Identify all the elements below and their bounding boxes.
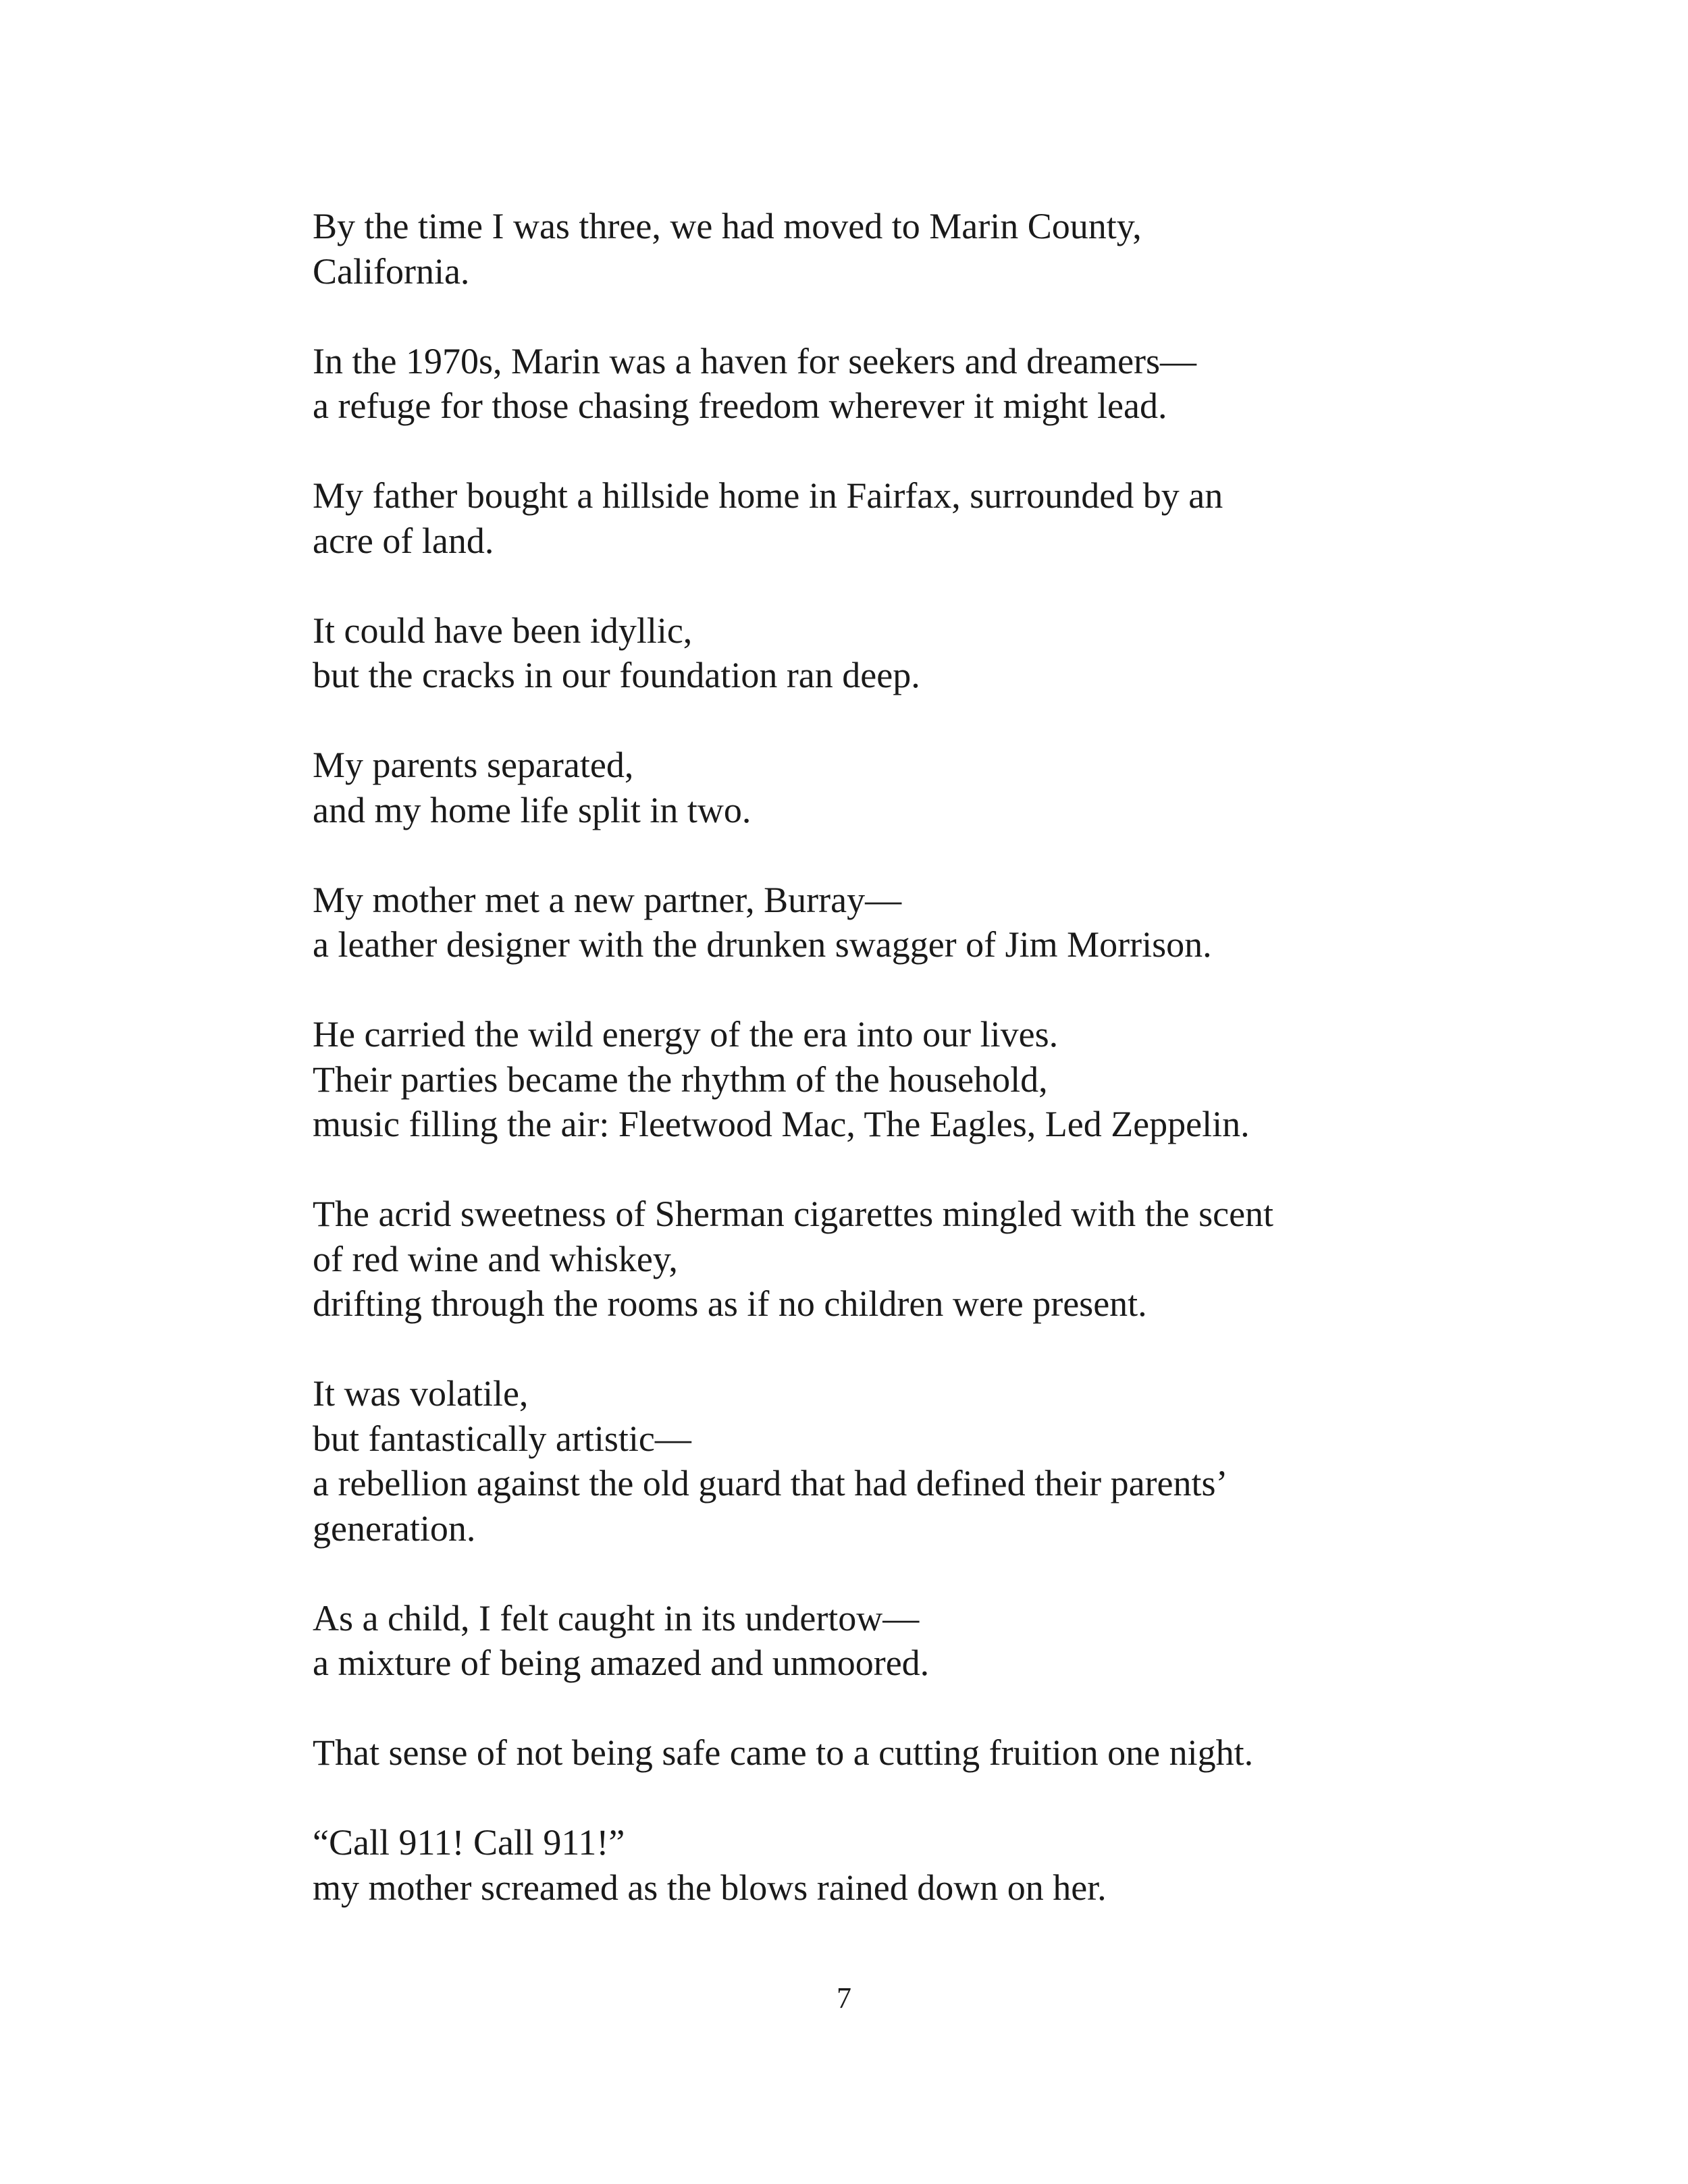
text-line: By the time I was three, we had moved to Marin County, [313, 206, 1142, 246]
stanza [313, 878, 1420, 967]
text-line: but the cracks in our foundation ran deep. [313, 655, 920, 695]
text-line: In the 1970s, Marin was a haven for seekers and dreamers— [313, 340, 1197, 381]
text-line: It was volatile, [313, 1373, 529, 1414]
text-line: drifting through the rooms as if no children were present. [313, 1283, 1147, 1324]
text-line: a leather designer with the drunken swagger of Jim Morrison. [313, 924, 1212, 965]
text-line: a rebellion against the old guard that had defined their parents’ [313, 1463, 1228, 1503]
stanza [313, 1820, 1420, 1910]
text-line: That sense of not being safe came to a cutting fruition one night. [313, 1732, 1254, 1773]
text-line: My mother met a new partner, Burray— [313, 879, 902, 920]
text-line: acre of land. [313, 520, 494, 561]
stanza [313, 608, 1420, 698]
stanza [313, 743, 1420, 832]
text-line: and my home life split in two. [313, 789, 751, 830]
text-line: Their parties became the rhythm of the household, [313, 1059, 1048, 1100]
stanza [313, 339, 1420, 429]
text-line: My father bought a hillside home in Fairfax, surrounded by an [313, 475, 1223, 516]
text-line: He carried the wild energy of the era into our lives. [313, 1014, 1059, 1055]
text-line: a refuge for those chasing freedom wherever it might lead. [313, 385, 1167, 426]
stanza [313, 1012, 1420, 1147]
text-line: It could have been idyllic, [313, 610, 693, 651]
page-number: 7 [837, 1981, 851, 2015]
stanza [313, 473, 1420, 563]
text-line: my mother screamed as the blows rained down on her. [313, 1867, 1107, 1908]
text-line: My parents separated, [313, 745, 634, 785]
stanza [313, 1730, 1420, 1776]
text-line: music filling the air: Fleetwood Mac, The Eagles, Led Zeppelin. [313, 1104, 1250, 1144]
text-line: a mixture of being amazed and unmoored. [313, 1643, 930, 1683]
stanza [313, 1596, 1420, 1686]
stanza [313, 1192, 1420, 1327]
text-line: The acrid sweetness of Sherman cigarettes mingled with the scent [313, 1194, 1274, 1234]
text-line: As a child, I felt caught in its undertow— [313, 1597, 920, 1639]
body-text [313, 204, 1420, 1955]
text-line: California. [313, 250, 470, 292]
text-line: “Call 911! Call 911!” [313, 1822, 625, 1863]
stanza [313, 204, 1420, 294]
stanza [313, 1371, 1420, 1551]
text-line: of red wine and whiskey, [313, 1238, 678, 1279]
text-line: but fantastically artistic— [313, 1418, 691, 1459]
text-line: generation. [313, 1508, 476, 1549]
